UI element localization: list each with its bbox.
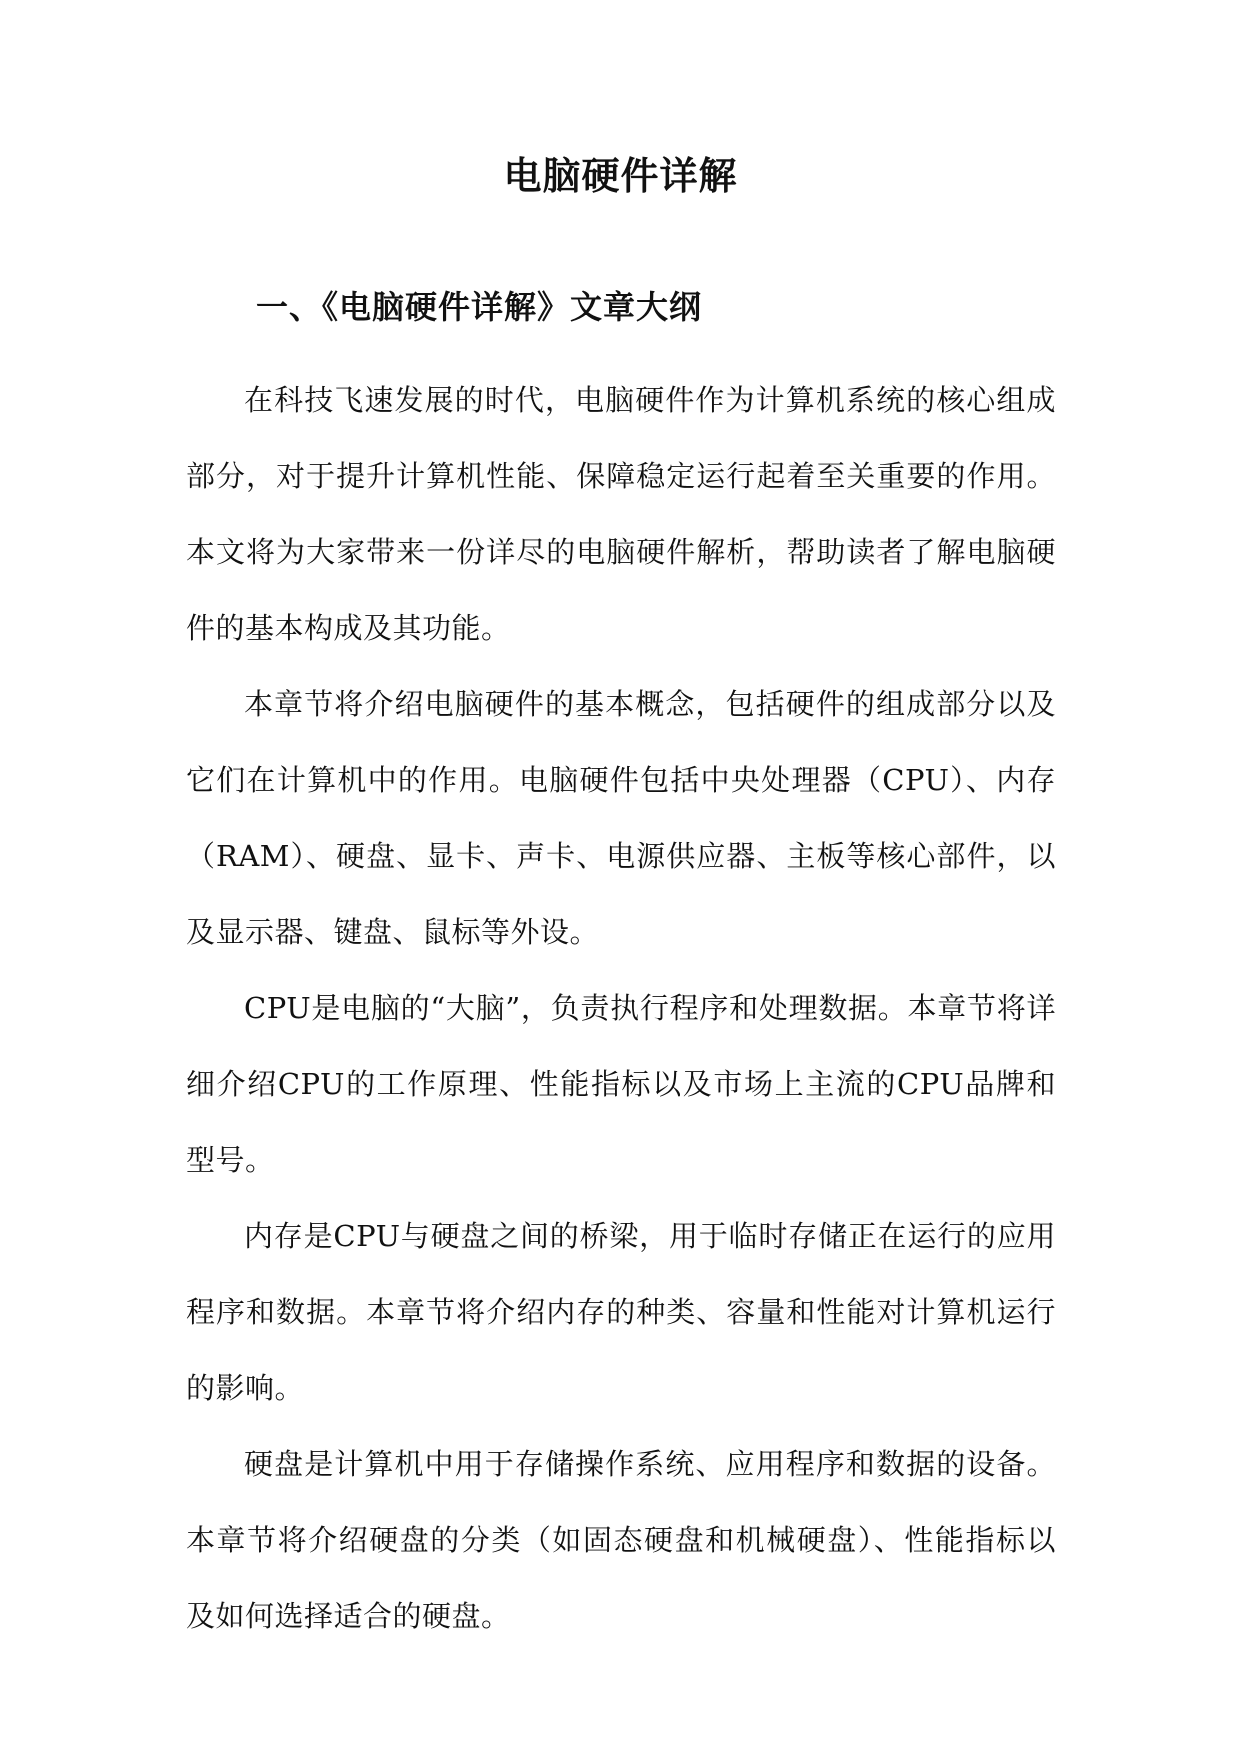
paragraph-cpu: CPU是电脑的“大脑”，负责执行程序和处理数据。本章节将详细介绍CPU的工作原理、性能指标以及市场上主流的CPU品牌和型号。	[186, 991, 1056, 1177]
paragraph-intro: 在科技飞速发展的时代，电脑硬件作为计算机系统的核心组成部分，对于提升计算机性能、保障稳定运行起着至关重要的作用。本文将为大家带来一份详尽的电脑硬件解析，帮助读者了解电脑硬件的基本构成及其功能。	[186, 383, 1056, 645]
section-heading: 一、《电脑硬件详解》文章大纲	[256, 288, 703, 326]
paragraph-hardware-overview: 本章节将介绍电脑硬件的基本概念，包括硬件的组成部分以及它们在计算机中的作用。电脑硬件包括中央处理器（CPU）、内存（RAM）、硬盘、显卡、声卡、电源供应器、主板等核心部件，以及显示器、键盘、鼠标等外设。	[186, 687, 1056, 949]
paragraph-hard-disk: 硬盘是计算机中用于存储操作系统、应用程序和数据的设备。本章节将介绍硬盘的分类（如固态硬盘和机械硬盘）、性能指标以及如何选择适合的硬盘。	[186, 1447, 1056, 1633]
document-title: 电脑硬件详解	[503, 153, 738, 198]
document-body	[186, 362, 1056, 1654]
paragraph-memory: 内存是CPU与硬盘之间的桥梁，用于临时存储正在运行的应用程序和数据。本章节将介绍内存的种类、容量和性能对计算机运行的影响。	[186, 1219, 1056, 1405]
